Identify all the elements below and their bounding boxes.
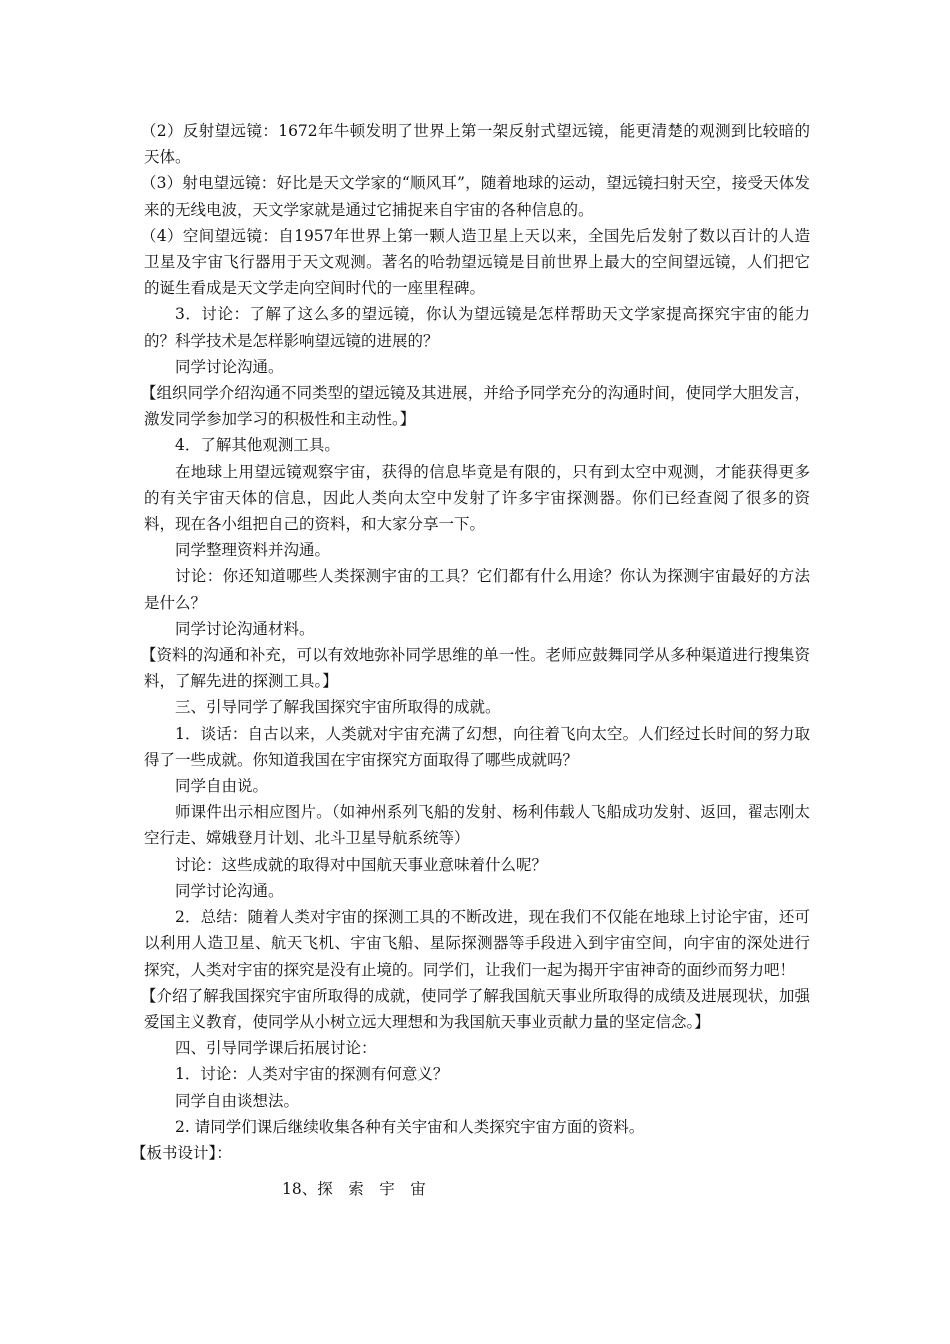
paragraph-note-telescopes: 【组织同学介绍沟通不同类型的望远镜及其进展，并给予同学充分的沟通时间，使同学大胆发言，激发同学参加学习的积极性和主动性。】 xyxy=(140,384,810,429)
paragraph-section-four: 四、引导同学课后拓展讨论： xyxy=(175,1039,377,1058)
paragraph-discussion-meaning: 1．讨论：人类对宇宙的探测有何意义？ xyxy=(175,1065,449,1084)
paragraph-discussion-tools: 讨论：你还知道哪些人类探测宇宙的工具？它们都有什么用途？你认为探测宇宙最好的方法是什么？ xyxy=(144,567,810,612)
document-page xyxy=(131,118,810,1202)
paragraph-student-free-talk: 同学自由说。 xyxy=(175,777,269,796)
paragraph-note-materials: 【资料的沟通和补充，可以有效地弥补同学思维的单一性。老师应鼓舞同学从多种渠道进行搜集资料，了解先进的探测工具。】 xyxy=(140,646,810,691)
paragraph-student-discuss-2: 同学讨论沟通材料。 xyxy=(175,619,315,638)
paragraph-section-three: 三、引导同学了解我国探究宇宙所取得的成就。 xyxy=(175,698,501,717)
paragraph-discussion-3: 3．讨论：了解了这么多的望远镜，你认为望远镜是怎样帮助天文学家提高探究宇宙的能力的？科学技术是怎样影响望远镜的进展的？ xyxy=(144,305,810,350)
paragraph-homework: 2. 请同学们课后继续收集各种有关宇宙和人类探究宇宙方面的资料。 xyxy=(175,1117,645,1136)
paragraph-radio-telescope: （3）射电望远镜：好比是天文学家的“顺风耳”，随着地球的运动，望远镜扫射天空，接受天体发来的无线电波，天文学家就是通过它捕捉来自宇宙的各种信息的。 xyxy=(140,174,810,219)
paragraph-space-telescope: （4）空间望远镜：自1957年世界上第一颗人造卫星上天以来，全国先后发射了数以百计的人造卫星及宇宙飞行器用于天文观测。著名的哈勃望远镜是目前世界上最大的空间望远镜，人们把它的诞生看成是天文学走向空间时代的一座里程碑。 xyxy=(140,226,810,298)
board-design-title: 18、探 索 宇 宙 xyxy=(282,1180,426,1199)
board-design-heading: 【板书设计】： xyxy=(131,1143,232,1162)
paragraph-talk: 1．谈话：自古以来，人类就对宇宙充满了幻想，向往着飞向太空。人们经过长时间的努力取得了一些成就。你知道我国在宇宙探究方面取得了哪些成就吗？ xyxy=(144,724,810,769)
paragraph-student-ideas: 同学自由谈想法。 xyxy=(175,1091,300,1110)
paragraph-courseware: 师课件出示相应图片。（如神州系列飞船的发射、杨利伟载人飞船成功发射、返回，翟志刚太空行走、嫦娥登月计划、北斗卫星导航系统等） xyxy=(144,803,810,848)
paragraph-summary: 2．总结：随着人类对宇宙的探测工具的不断改进，现在我们不仅能在地球上讨论宇宙，还可以利用人造卫星、航天飞机、宇宙飞船、星际探测器等手段进入到宇宙空间，向宇宙的深处进行探究，人类对宇宙的探究是没有止境的。同学们，让我们一起为揭开宇宙神奇的面纱而努力吧！ xyxy=(144,908,810,979)
paragraph-note-achievements: 【介绍了解我国探究宇宙所取得的成就，使同学了解我国航天事业所取得的成绩及进展现状，加强爱国主义教育，使同学从小树立远大理想和为我国航天事业贡献力量的坚定信念。】 xyxy=(140,986,810,1031)
paragraph-student-organize: 同学整理资料并沟通。 xyxy=(175,541,331,560)
paragraph-reflecting-telescope: （2）反射望远镜：1672年牛顿发明了世界上第一架反射式望远镜，能更清楚的观测到比较暗的天体。 xyxy=(140,122,810,167)
paragraph-discussion-achievements: 讨论：这些成就的取得对中国航天事业意味着什么呢？ xyxy=(175,855,548,874)
paragraph-student-discuss-3: 同学讨论沟通。 xyxy=(175,881,284,900)
paragraph-observe-space: 在地球上用望远镜观察宇宙，获得的信息毕竟是有限的，只有到太空中观测，才能获得更多的有关宇宙天体的信息，因此人类向太空中发射了许多宇宙探测器。你们已经查阅了很多的资料，现在各小组把自己的资料，和大家分享一下。 xyxy=(144,462,810,534)
paragraph-student-discuss-1: 同学讨论沟通。 xyxy=(175,357,284,376)
paragraph-other-tools: 4．了解其他观测工具。 xyxy=(175,436,340,455)
